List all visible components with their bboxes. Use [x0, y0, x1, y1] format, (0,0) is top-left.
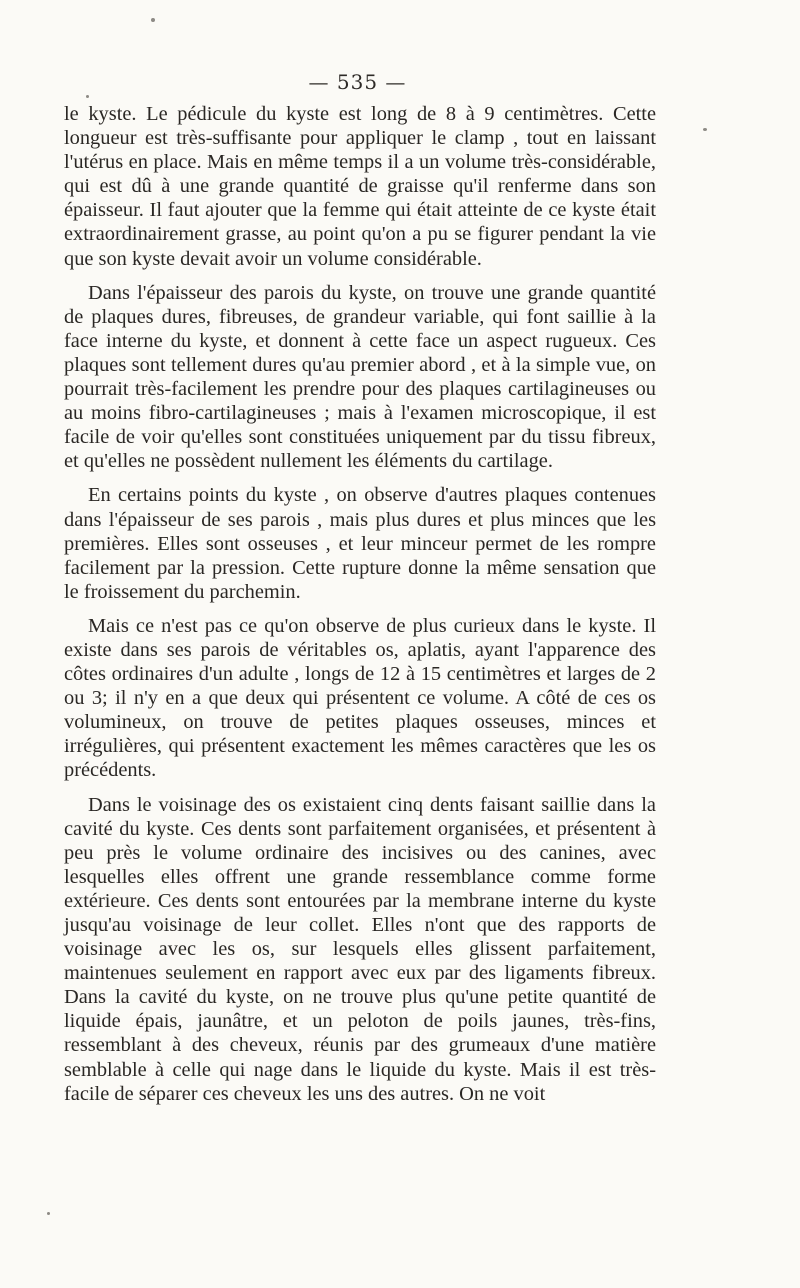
- paragraph-true-bones: Mais ce n'est pas ce qu'on observe de plus curieux dans le kyste. Il existe dans ses parois de véritables os, aplatis, ayant l'apparence des côtes ordinaires d'un adulte , longs de 12 à 15 centimètres et larges de 2 ou 3; il n'y en a que deux qui présentent ce volume. A côté de ces os volumineux, on trouve de petites plaques osseuses, minces et irrégulières, qui présentent exactement les mêmes caractères que les os précédents.: [64, 614, 656, 782]
- ink-speck: [47, 1212, 50, 1215]
- paragraph-fibrous-plaques: Dans l'épaisseur des parois du kyste, on trouve une grande quantité de plaques dures, fibreuses, de grandeur variable, qui font saillie à la face interne du kyste, et donnent à cette face un aspect rugueux. Ces plaques sont tellement dures qu'au premier abord , et à la simple vue, on pourrait très-facilement les prendre pour des plaques cartilagineuses ou au moins fibro-cartilagineuses ; mais à l'examen microscopique, il est facile de voir qu'elles sont constituées uniquement par du tissu fibreux, et qu'elles ne possèdent nullement les éléments du cartilage.: [64, 281, 656, 473]
- page-number: — 535 —: [308, 70, 407, 94]
- ink-speck: [703, 128, 707, 131]
- page-body: [64, 102, 656, 1116]
- paragraph-teeth-and-hair: Dans le voisinage des os existaient cinq dents faisant saillie dans la cavité du kyste. Ces dents sont parfaitement organisées, et présentent à peu près le volume ordinaire des incisives ou des canines, avec lesquelles elles offrent une grande ressemblance comme forme extérieure. Ces dents sont entourées par la membrane interne du kyste jusqu'au voisinage de leur collet. Elles n'ont que des rapports de voisinage avec les os, sur lesquels elles glissent parfaitement, maintenues seulement en rapport avec eux par des ligaments fibreux. Dans la cavité du kyste, on ne trouve plus qu'une petite quantité de liquide épais, jaunâtre, et un peloton de poils jaunes, très-fins, ressemblant à des cheveux, réunis par des grumeaux d'une matière semblable à celle qui nage dans le liquide du kyste. Mais il est très-facile de séparer ces cheveux les uns des autres. On ne voit: [64, 793, 656, 1105]
- paragraph-osseous-plaques: En certains points du kyste , on observe d'autres plaques contenues dans l'épaisseur de ses parois , mais plus dures et plus minces que les premières. Elles sont osseuses , et leur minceur permet de les rompre facilement par la pression. Cette rupture donne la même sensation que le froissement du parchemin.: [64, 484, 656, 603]
- ink-speck: [151, 18, 155, 22]
- ink-speck: [86, 95, 89, 98]
- paragraph-continuation: le kyste. Le pédicule du kyste est long de 8 à 9 centimètres. Cette longueur est très-suffisante pour appliquer le clamp , tout en laissant l'utérus en place. Mais en même temps il a un volume très-considérable, qui est dû à une grande quantité de graisse qu'il renferme dans son épaisseur. Il faut ajouter que la femme qui était atteinte de ce kyste était extraordinairement grasse, au point qu'on a pu se figurer pendant la vie que son kyste devait avoir un volume considérable.: [64, 103, 656, 270]
